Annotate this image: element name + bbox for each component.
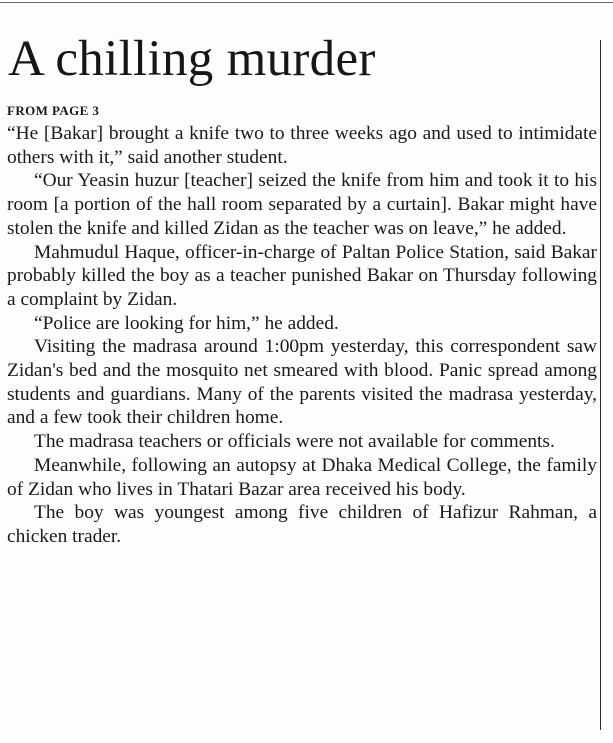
headline: A chilling murder [8, 31, 376, 87]
article-body [7, 122, 597, 549]
paragraph: Mahmudul Haque, officer-in-charge of Paltan Police Station, said Bakar probably killed the boy as a teacher punished Bakar on Thursday following a complaint by Zidan. [7, 241, 597, 310]
paragraph: The madrasa teachers or officials were not available for comments. [34, 431, 555, 453]
top-divider [0, 2, 613, 3]
column-divider [600, 40, 601, 730]
paragraph: Meanwhile, following an autopsy at Dhaka Medical College, the family of Zidan who lives in Thatari Bazar area received his body. [7, 454, 597, 500]
paragraph: “Police are looking for him,” he added. [34, 312, 339, 334]
paragraph: The boy was youngest among five children of Hafizur Rahman, a chicken trader. [7, 502, 597, 547]
jump-line: FROM PAGE 3 [7, 103, 100, 118]
paragraph: Visiting the madrasa around 1:00pm yesterday, this correspondent saw Zidan's bed and the mosquito net smeared with blood. Panic spread among students and guardians. Many of the parents visited the madrasa yesterday, and a few took their children home. [7, 336, 597, 429]
paragraph: “Our Yeasin huzur [teacher] seized the knife from him and took it to his room [a portion of the hall room separated by a curtain]. Bakar might have stolen the knife and killed Zidan as the teacher was on leave,” he added. [7, 170, 597, 239]
paragraph: “He [Bakar] brought a knife two to three weeks ago and used to intimidate others with it,” said another student. [7, 123, 597, 168]
